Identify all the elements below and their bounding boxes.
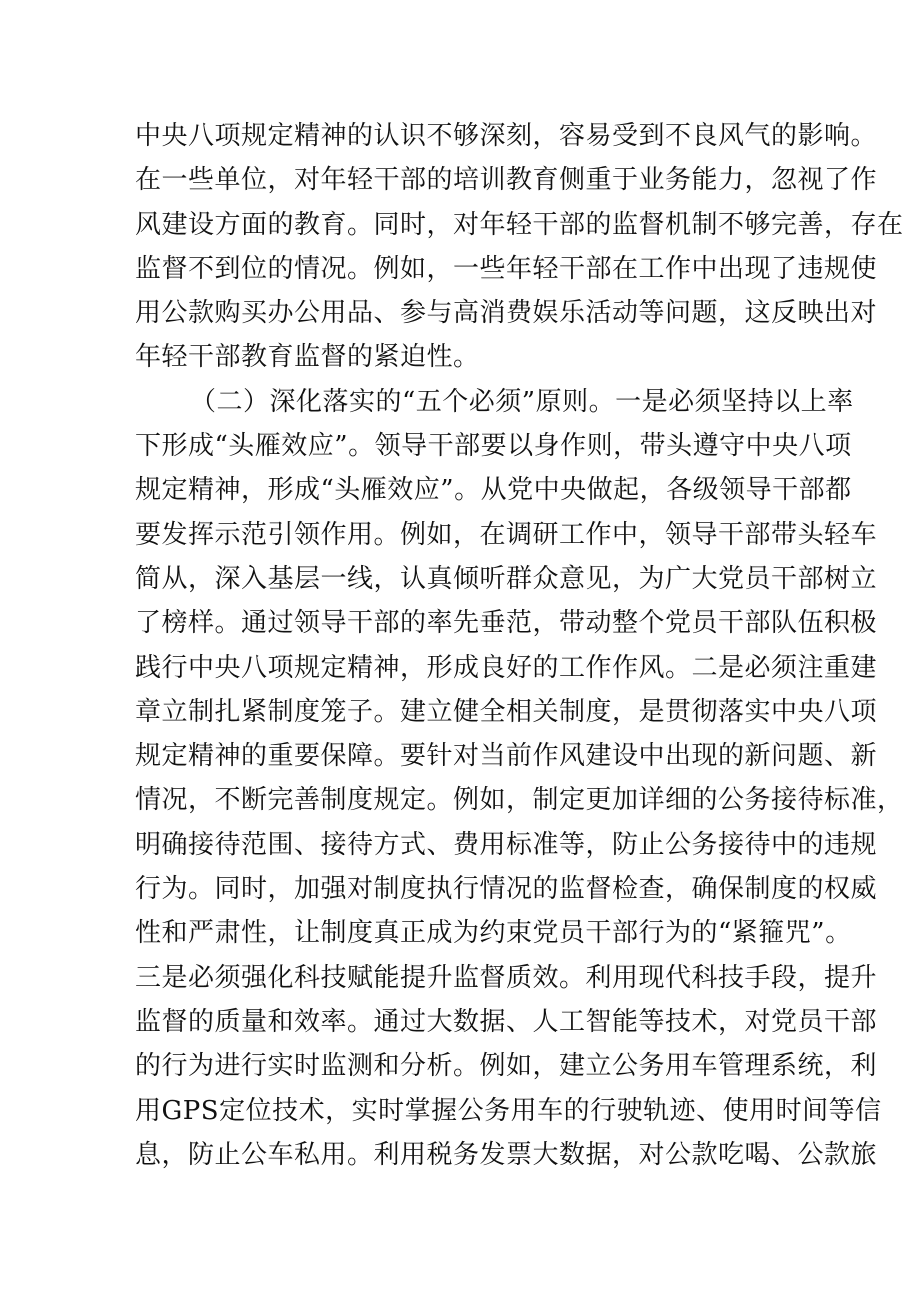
text-line: 行为。同时，加强对制度执行情况的监督检查，确保制度的权威 bbox=[135, 874, 878, 905]
text-line: 践行中央八项规定精神，形成良好的工作作风。二是必须注重建 bbox=[135, 652, 878, 683]
text-line: 情况，不断完善制度规定。例如，制定更加详细的公务接待标准， bbox=[135, 785, 904, 816]
text-line: 章立制扎紧制度笼子。建立健全相关制度，是贯彻落实中央八项 bbox=[135, 696, 878, 727]
text-line: 规定精神的重要保障。要针对当前作风建设中出现的新问题、新 bbox=[135, 741, 878, 772]
text-line: 在一些单位，对年轻干部的培训教育侧重于业务能力，忽视了作 bbox=[135, 165, 878, 196]
text-line: 用公款购买办公用品、参与高消费娱乐活动等问题，这反映出对 bbox=[135, 298, 878, 329]
text-line: 明确接待范围、接待方式、费用标准等，防止公务接待中的违规 bbox=[135, 829, 878, 860]
text-line: 下形成“头雁效应”。领导干部要以身作则，带头遵守中央八项 bbox=[135, 431, 852, 462]
text-line: 要发挥示范引领作用。例如，在调研工作中，领导干部带头轻车 bbox=[135, 519, 878, 550]
text-line: 规定精神，形成“头雁效应”。从党中央做起，各级领导干部都 bbox=[135, 475, 852, 506]
document-body bbox=[135, 114, 904, 1177]
text-line: 简从，深入基层一线，认真倾听群众意见，为广大党员干部树立 bbox=[135, 563, 878, 594]
paragraph-first-line: （二）深化落实的“五个必须”原则。一是必须坚持以上率 bbox=[190, 386, 854, 417]
text-line: 监督不到位的情况。例如，一些年轻干部在工作中出现了违规使 bbox=[135, 253, 878, 284]
text-line: 中央八项规定精神的认识不够深刻，容易受到不良风气的影响。 bbox=[135, 121, 878, 151]
text-line: 三是必须强化科技赋能提升监督质效。利用现代科技手段，提升 bbox=[135, 962, 878, 993]
text-line: 性和严肃性，让制度真正成为约束党员干部行为的“紧箍咒”。 bbox=[135, 918, 852, 949]
text-line: 监督的质量和效率。通过大数据、人工智能等技术，对党员干部 bbox=[135, 1006, 878, 1037]
text-line: 用GPS定位技术，实时掌握公务用车的行驶轨迹、使用时间等信 bbox=[135, 1095, 882, 1126]
text-line: 的行为进行实时监测和分析。例如，建立公务用车管理系统，利 bbox=[135, 1051, 878, 1082]
text-line: 风建设方面的教育。同时，对年轻干部的监督机制不够完善，存在 bbox=[135, 209, 904, 240]
text-line: 年轻干部教育监督的紧迫性。 bbox=[135, 342, 480, 373]
text-line: 了榜样。通过领导干部的率先垂范，带动整个党员干部队伍积极 bbox=[135, 608, 878, 639]
text-line: 息，防止公车私用。利用税务发票大数据，对公款吃喝、公款旅 bbox=[135, 1139, 878, 1170]
